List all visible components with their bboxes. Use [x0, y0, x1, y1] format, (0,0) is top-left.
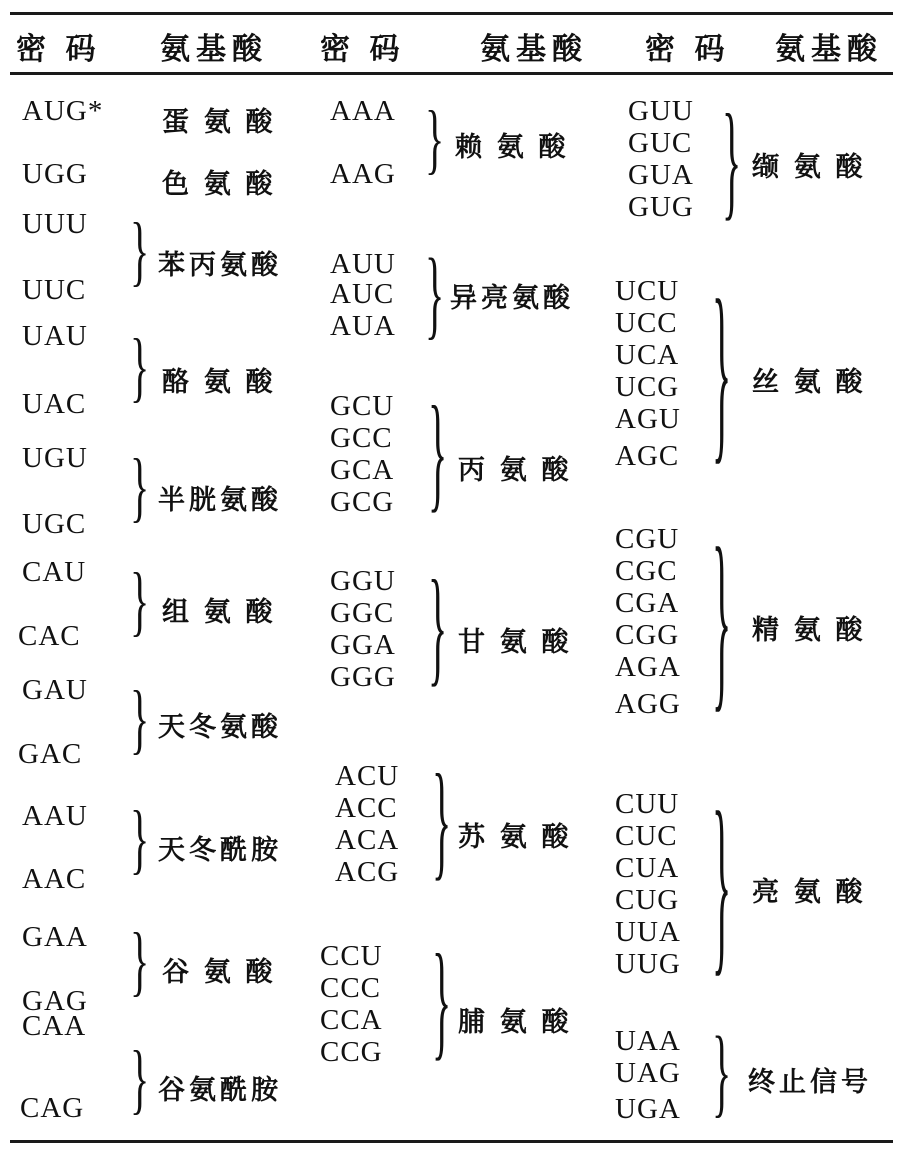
group-brace: } — [425, 236, 445, 349]
codon-cell: UAC — [22, 388, 87, 420]
group-brace: } — [130, 674, 150, 762]
codon-cell: CCA — [320, 1004, 383, 1036]
codon-cell: GUU — [628, 95, 694, 127]
codon-cell: GAC — [18, 738, 83, 770]
codon-cell: UUA — [615, 916, 681, 948]
codon-cell: GAG — [22, 985, 88, 1017]
group-brace: } — [130, 794, 150, 882]
amino-acid-cell: 精 氨 酸 — [752, 615, 867, 645]
codon-cell: CGU — [615, 523, 680, 555]
codon-cell: GCA — [330, 454, 395, 486]
codon-cell: UGG — [22, 158, 88, 190]
table-top-rule — [10, 12, 893, 15]
codon-cell: GAU — [22, 674, 88, 706]
codon-cell: GCC — [330, 422, 393, 454]
amino-acid-cell: 天冬氨酸 — [158, 712, 282, 742]
codon-cell: UUU — [22, 208, 88, 240]
group-brace: } — [712, 257, 732, 482]
codon-cell: UAU — [22, 320, 88, 352]
group-brace: } — [428, 552, 448, 699]
column-header-codon-2: 密 码 — [320, 33, 406, 66]
group-brace: } — [712, 769, 732, 994]
amino-acid-cell: 天冬酰胺 — [158, 835, 282, 865]
codon-cell: AAC — [22, 863, 87, 895]
amino-acid-cell: 亮 氨 酸 — [752, 877, 867, 907]
column-header-amino-acid-3: 氨基酸 — [775, 33, 883, 66]
amino-acid-cell: 丙 氨 酸 — [458, 455, 573, 485]
column-header-amino-acid-1: 氨基酸 — [160, 33, 268, 66]
codon-cell: AAA — [330, 95, 396, 127]
codon-cell: UCU — [615, 275, 680, 307]
group-brace: } — [722, 86, 742, 233]
codon-cell: UGU — [22, 442, 88, 474]
codon-cell: GUA — [628, 159, 694, 191]
codon-cell: CUA — [615, 852, 680, 884]
group-brace: } — [130, 916, 150, 1004]
group-brace: } — [425, 94, 445, 182]
codon-cell: UGC — [22, 508, 87, 540]
amino-acid-cell: 酪 氨 酸 — [162, 367, 277, 397]
group-brace: } — [712, 1014, 732, 1127]
codon-cell: AAU — [22, 800, 88, 832]
codon-cell: UCC — [615, 307, 678, 339]
group-brace: } — [130, 556, 150, 644]
codon-cell: AGA — [615, 651, 681, 683]
codon-cell: ACC — [335, 792, 398, 824]
codon-cell: UCG — [615, 371, 680, 403]
codon-cell: GUC — [628, 127, 693, 159]
amino-acid-cell: 苯丙氨酸 — [158, 250, 282, 280]
codon-cell: AGU — [615, 403, 681, 435]
codon-cell: UAG — [615, 1057, 681, 1089]
amino-acid-cell: 蛋 氨 酸 — [162, 107, 277, 137]
codon-cell: CUG — [615, 884, 680, 916]
codon-cell: GGC — [330, 597, 395, 629]
group-brace: } — [432, 746, 452, 893]
table-bottom-rule — [10, 1140, 893, 1143]
codon-cell: ACU — [335, 760, 400, 792]
amino-acid-cell: 脯 氨 酸 — [458, 1007, 573, 1037]
codon-cell: CCC — [320, 972, 382, 1004]
codon-cell: AUU — [330, 248, 396, 280]
codon-cell: CUC — [615, 820, 678, 852]
table-header-rule — [10, 72, 893, 75]
codon-cell: CGA — [615, 587, 680, 619]
column-header-codon-3: 密 码 — [645, 33, 731, 66]
group-brace: } — [712, 505, 732, 730]
codon-cell: CAC — [18, 620, 81, 652]
codon-cell: AGG — [615, 688, 681, 720]
amino-acid-cell: 谷 氨 酸 — [162, 957, 277, 987]
group-brace: } — [428, 378, 448, 525]
table-header-row — [10, 22, 893, 70]
amino-acid-cell: 丝 氨 酸 — [752, 367, 867, 397]
codon-cell: CAG — [20, 1092, 85, 1124]
codon-cell: GCU — [330, 390, 395, 422]
group-brace: } — [130, 442, 150, 530]
codon-cell: GGU — [330, 565, 396, 597]
codon-cell: CGC — [615, 555, 678, 587]
codon-cell: UGA — [615, 1093, 681, 1125]
amino-acid-cell: 异亮氨酸 — [450, 283, 574, 313]
codon-cell: UAA — [615, 1025, 681, 1057]
codon-cell: CAA — [22, 1010, 87, 1042]
codon-cell: AUA — [330, 310, 396, 342]
amino-acid-cell: 赖 氨 酸 — [455, 132, 570, 162]
codon-cell: AUG* — [22, 95, 104, 127]
codon-cell: ACA — [335, 824, 400, 856]
codon-cell: GUG — [628, 191, 694, 223]
codon-cell: GGG — [330, 661, 396, 693]
amino-acid-cell: 苏 氨 酸 — [458, 822, 573, 852]
codon-cell: AGC — [615, 440, 680, 472]
codon-cell: ACG — [335, 856, 400, 888]
group-brace: } — [130, 206, 150, 294]
amino-acid-cell: 甘 氨 酸 — [458, 627, 573, 657]
codon-cell: AAG — [330, 158, 396, 190]
group-brace: } — [130, 322, 150, 410]
codon-cell: UUG — [615, 948, 681, 980]
codon-cell: GAA — [22, 921, 88, 953]
column-header-codon-1: 密 码 — [16, 33, 102, 66]
codon-cell: CUU — [615, 788, 680, 820]
group-brace: } — [130, 1034, 150, 1122]
codon-cell: GGA — [330, 629, 396, 661]
amino-acid-cell: 组 氨 酸 — [162, 597, 277, 627]
codon-cell: UUC — [22, 274, 87, 306]
codon-cell: CCU — [320, 940, 383, 972]
codon-cell: CGG — [615, 619, 680, 651]
amino-acid-cell: 终止信号 — [748, 1067, 872, 1097]
column-header-amino-acid-2: 氨基酸 — [480, 33, 588, 66]
codon-cell: AUC — [330, 278, 395, 310]
amino-acid-cell: 色 氨 酸 — [162, 169, 277, 199]
codon-cell: CAU — [22, 556, 87, 588]
amino-acid-cell: 谷氨酰胺 — [158, 1075, 282, 1105]
codon-cell: UCA — [615, 339, 680, 371]
group-brace: } — [432, 926, 452, 1073]
codon-cell: GCG — [330, 486, 395, 518]
codon-cell: CCG — [320, 1036, 383, 1068]
amino-acid-cell: 缬 氨 酸 — [752, 152, 867, 182]
amino-acid-cell: 半胱氨酸 — [158, 485, 282, 515]
